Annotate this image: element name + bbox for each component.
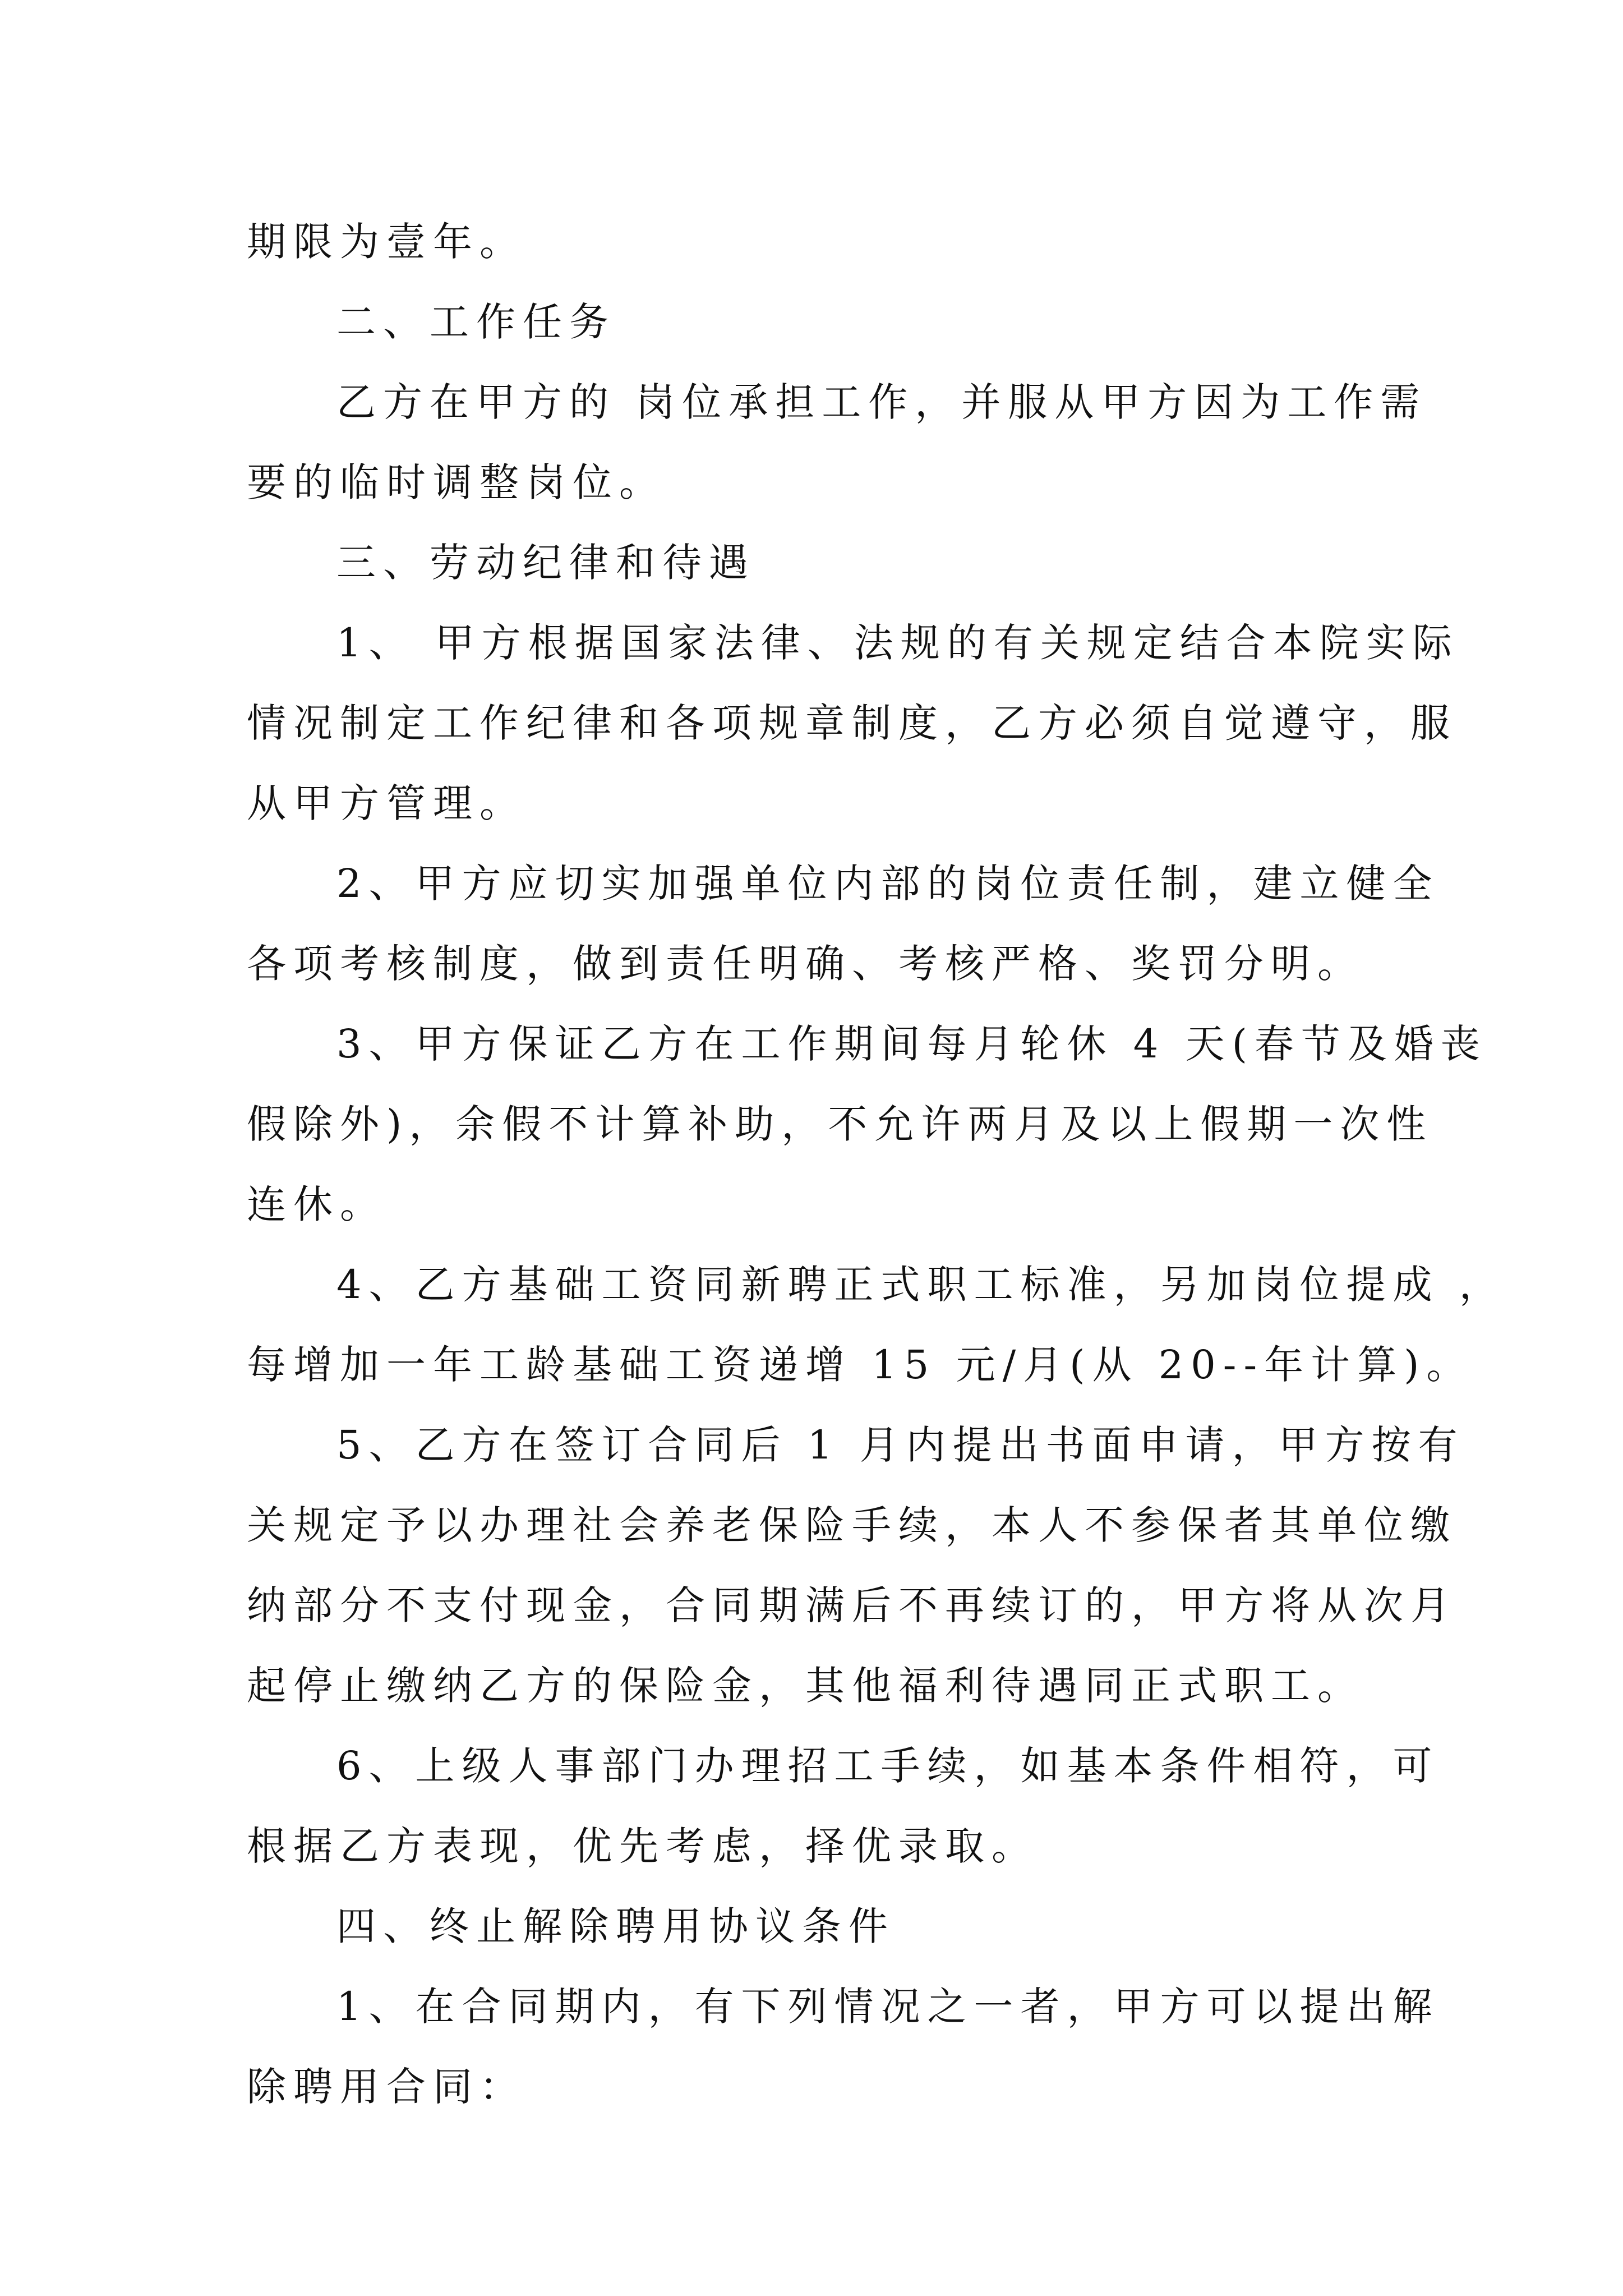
contract-text-body — [247, 202, 1506, 2127]
text-line: 5、乙方在签订合同后 1 月内提出书面申请，甲方按有 — [336, 1422, 1465, 1468]
text-line: 情况制定工作纪律和各项规章制度，乙方必须自觉遵守，服 — [247, 700, 1457, 746]
text-line: 除聘用合同： — [247, 2064, 526, 2110]
text-line: 关规定予以办理社会养老保险手续，本人不参保者其单位缴 — [247, 1502, 1457, 1548]
text-line: 纳部分不支付现金，合同期满后不再续订的，甲方将从次月 — [247, 1582, 1457, 1628]
text-line: 乙方在甲方的 岗位承担工作，并服从甲方因为工作需 — [336, 379, 1427, 425]
text-line: 起停止缴纳乙方的保险金，其他福利待遇同正式职工。 — [247, 1663, 1364, 1709]
text-line: 假除外)，余假不计算补助，不允许两月及以上假期一次性 — [247, 1101, 1433, 1147]
text-line: 连休。 — [247, 1181, 386, 1227]
text-line: 从甲方管理。 — [247, 780, 526, 826]
section-heading-termination: 四、终止解除聘用协议条件 — [336, 1903, 895, 1949]
text-line: 2、甲方应切实加强单位内部的岗位责任制，建立健全 — [336, 861, 1440, 907]
text-line: 各项考核制度，做到责任明确、考核严格、奖罚分明。 — [247, 941, 1364, 987]
text-line: 4、乙方基础工资同新聘正式职工标准，另加岗位提成 ， — [336, 1262, 1506, 1308]
section-heading-discipline-benefits: 三、劳动纪律和待遇 — [336, 540, 755, 586]
section-heading-work-tasks: 二、工作任务 — [336, 299, 616, 345]
text-line: 3、甲方保证乙方在工作期间每月轮休 4 天(春节及婚丧 — [336, 1021, 1487, 1067]
text-line: 1、在合同期内，有下列情况之一者，甲方可以提出解 — [336, 1984, 1440, 2030]
text-line: 每增加一年工龄基础工资递增 15 元/月(从 20--年计算)。 — [247, 1342, 1473, 1388]
text-line: 6、上级人事部门办理招工手续，如基本条件相符，可 — [336, 1743, 1440, 1789]
text-line: 期限为壹年。 — [247, 219, 526, 265]
text-line: 要的临时调整岗位。 — [247, 459, 666, 505]
text-line: 1、 甲方根据国家法律、法规的有关规定结合本院实际 — [336, 620, 1459, 666]
text-line: 根据乙方表现，优先考虑，择优录取。 — [247, 1823, 1038, 1869]
